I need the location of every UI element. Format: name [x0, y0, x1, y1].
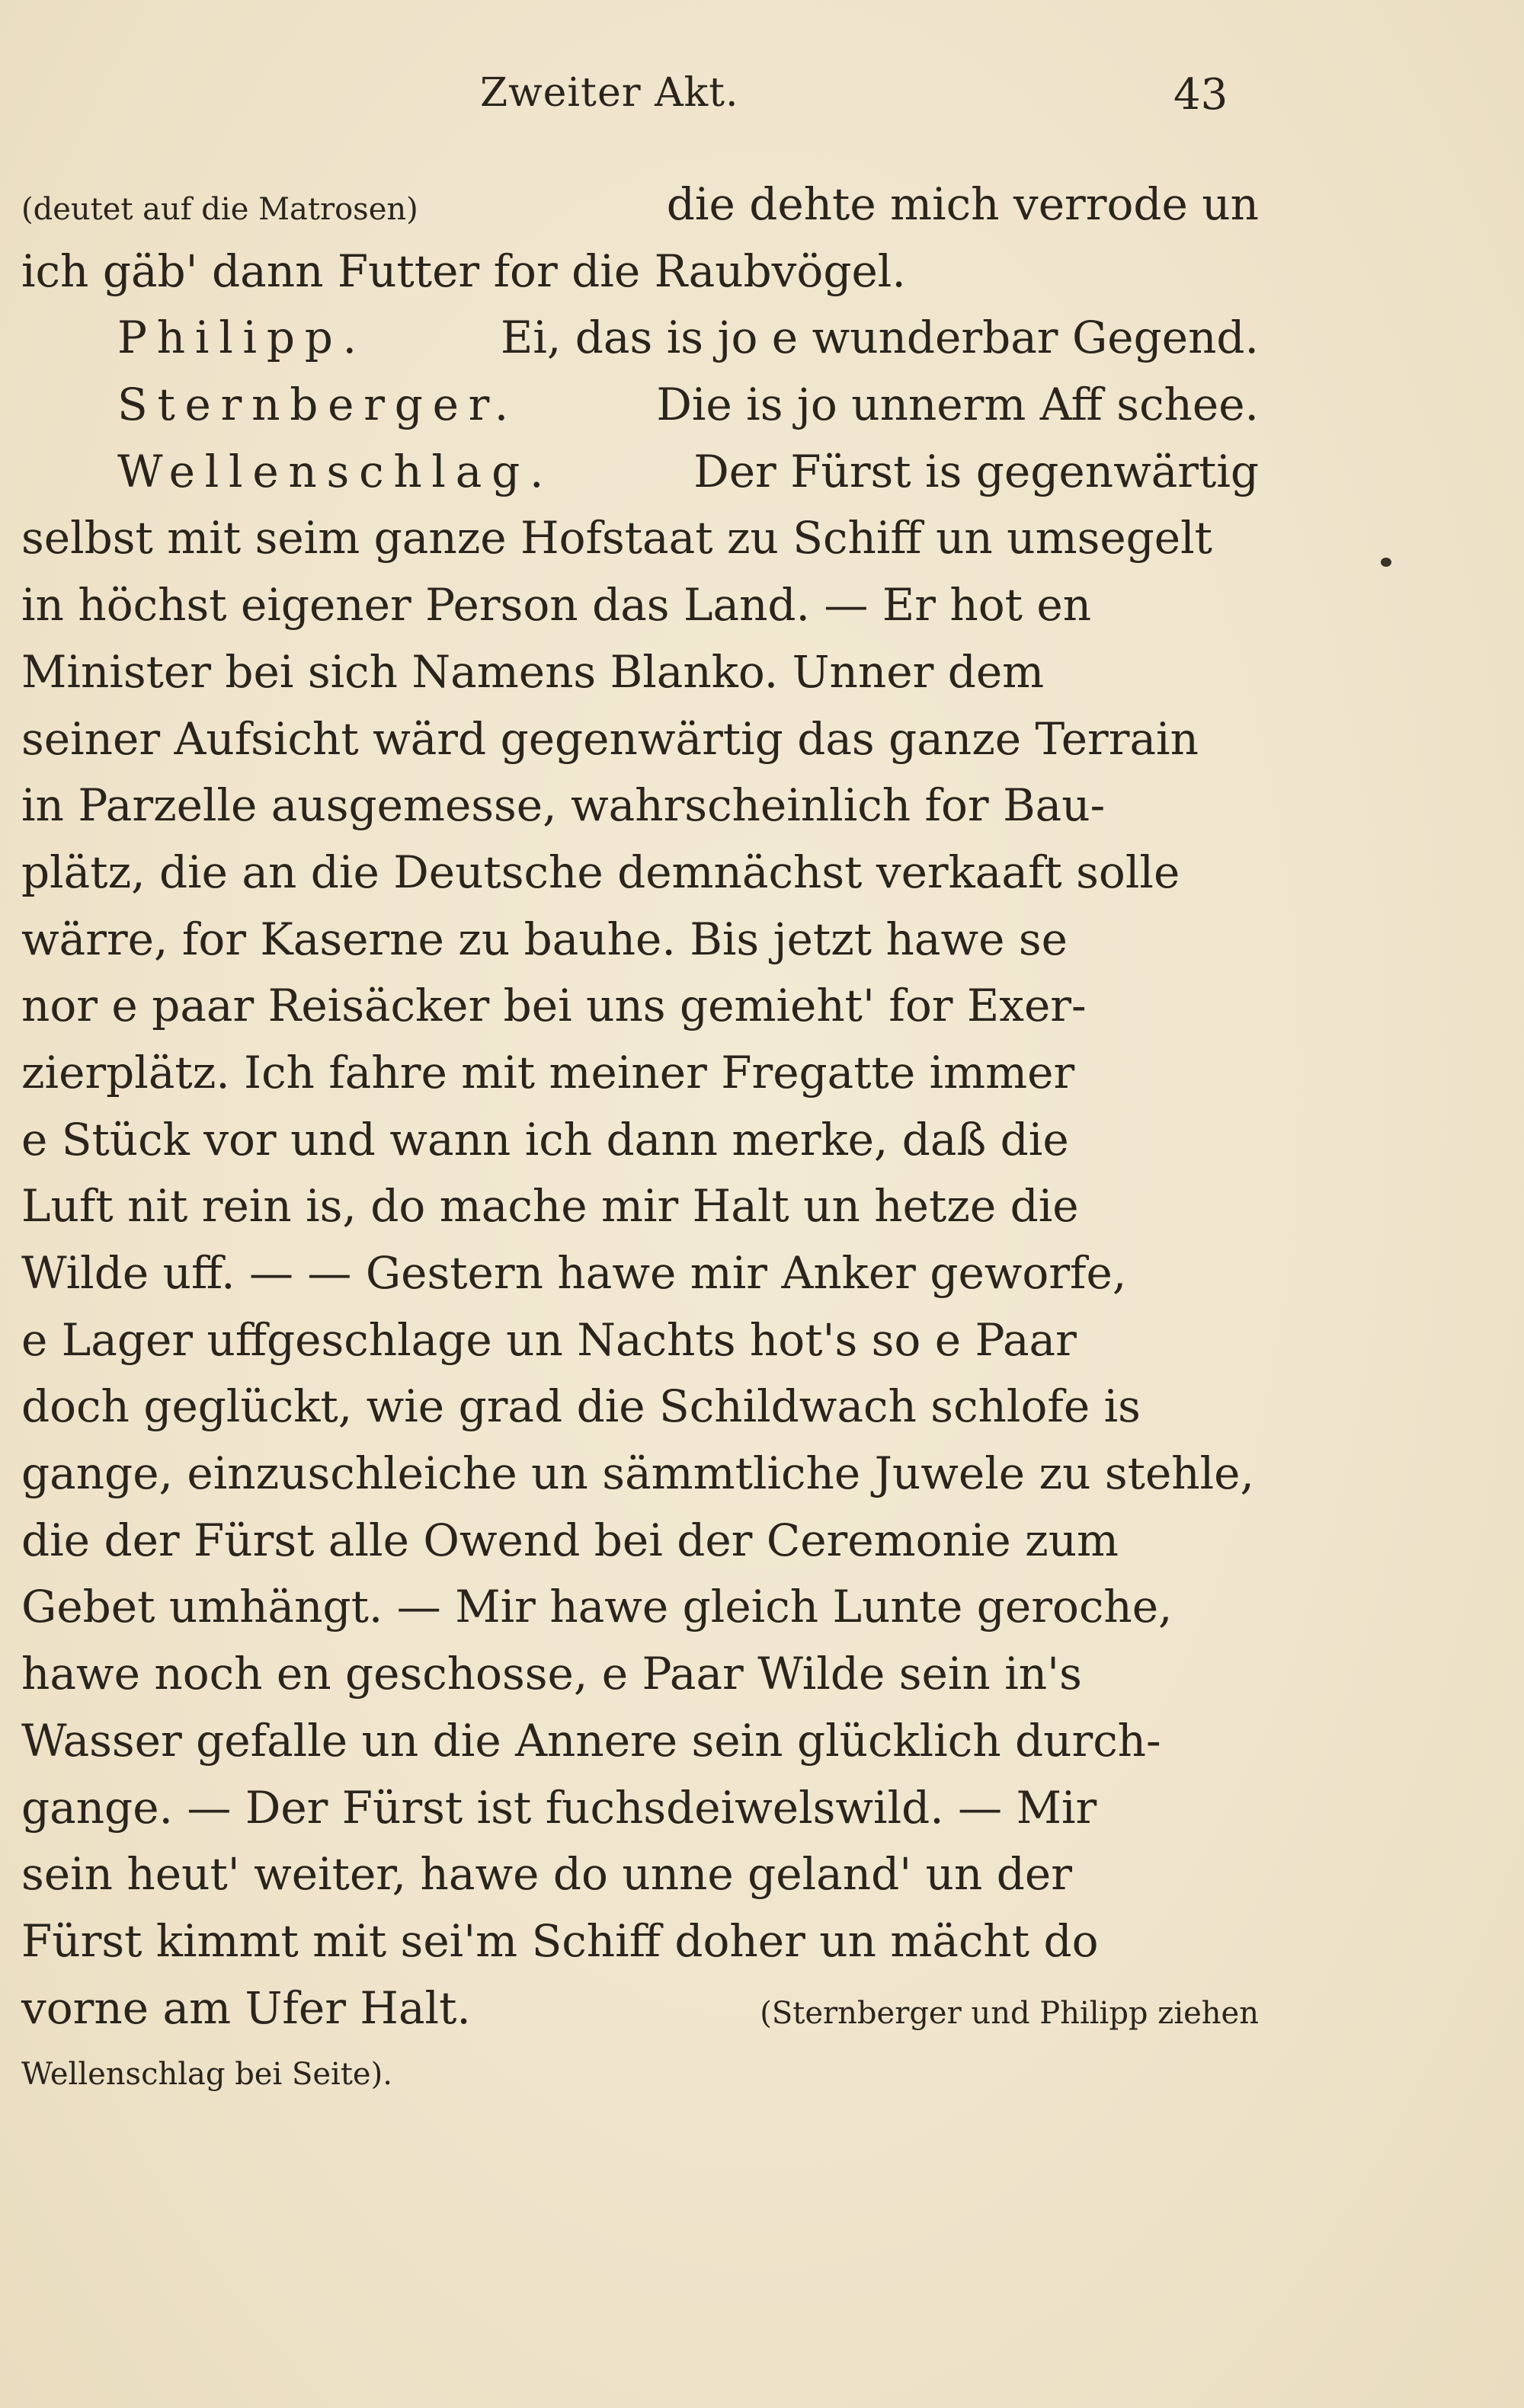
- text-line: [21, 572, 1259, 639]
- text-line: [21, 1173, 1259, 1240]
- print-speck: [1381, 558, 1391, 567]
- line-text: Fürst kimmt mit sei'm Schiff doher un mächt do: [21, 1914, 1099, 1967]
- line-text: hawe noch en geschosse, e Paar Wilde sein in's: [21, 1648, 1082, 1700]
- line-text: in höchst eigener Person das Land. — Er hot en: [21, 579, 1092, 632]
- line-text: Minister bei sich Namens Blanko. Unner dem: [21, 645, 1045, 698]
- text-line: [21, 1908, 1259, 1975]
- text-line: [21, 372, 1259, 439]
- line-text: gange. — Der Fürst ist fuchsdeiwelswild. — Mir: [21, 1781, 1097, 1834]
- page-number: 43: [1173, 70, 1228, 120]
- text-line: [21, 1441, 1259, 1508]
- text-line: [21, 1775, 1259, 1842]
- body-text: [21, 171, 1259, 2109]
- line-text: ich gäb' dann Futter for die Raubvögel.: [21, 245, 906, 297]
- text-line: [21, 1307, 1259, 1374]
- speaker-name: Wellenschlag.: [117, 445, 554, 497]
- line-text: selbst mit seim ganze Hofstaat zu Schiff un umsegelt: [21, 512, 1212, 564]
- line-text: Die is jo unnerm Aff schee.: [656, 379, 1259, 431]
- text-line: [21, 1240, 1259, 1307]
- text-line: [21, 1975, 1259, 2042]
- text-line: [21, 1708, 1259, 1775]
- line-text: plätz, die an die Deutsche demnächst verkaaft solle: [21, 846, 1180, 898]
- text-line: [21, 505, 1259, 572]
- line-text: wärre, for Kaserne zu bauhe. Bis jetzt hawe se: [21, 913, 1068, 965]
- speaker-name: Sternberger.: [117, 379, 518, 431]
- text-line: [21, 1508, 1259, 1575]
- text-line: [21, 1040, 1259, 1107]
- line-text: e Stück vor und wann ich dann merke, daß die: [21, 1113, 1069, 1166]
- text-line: [21, 171, 1259, 238]
- running-head: Zweiter Akt.: [480, 70, 739, 116]
- stage-direction: Wellenschlag bei Seite).: [21, 2057, 392, 2093]
- text-line: [21, 1841, 1259, 1908]
- text-line: [21, 1107, 1259, 1174]
- stage-direction: (deutet auf die Matrosen): [21, 192, 418, 227]
- line-text: die der Fürst alle Owend bei der Ceremonie zum: [21, 1514, 1119, 1566]
- text-line: [21, 973, 1259, 1040]
- line-text: gange, einzuschleiche un sämmtliche Juwele zu stehle,: [21, 1447, 1254, 1500]
- line-text: vorne am Ufer Halt.: [21, 1981, 471, 2034]
- line-text: seiner Aufsicht wärd gegenwärtig das ganze Terrain: [21, 712, 1199, 765]
- text-line: [21, 439, 1259, 506]
- text-line: [21, 907, 1259, 974]
- line-text: e Lager uffgeschlage un Nachts hot's so e Paar: [21, 1313, 1077, 1366]
- line-text: nor e paar Reisäcker bei uns gemieht' for Exer-: [21, 980, 1087, 1032]
- text-line: [21, 1574, 1259, 1641]
- speaker-name: Philipp.: [117, 312, 367, 364]
- line-text: doch geglückt, wie grad die Schildwach schlofe is: [21, 1380, 1141, 1433]
- text-line: [21, 238, 1259, 305]
- text-line: [21, 305, 1259, 372]
- text-line: [21, 639, 1259, 706]
- text-line: [21, 706, 1259, 773]
- text-line: [21, 839, 1259, 907]
- line-text: Luft nit rein is, do mache mir Halt un hetze die: [21, 1180, 1079, 1233]
- line-text: sein heut' weiter, hawe do unne geland' un der: [21, 1848, 1072, 1901]
- line-text: Gebet umhängt. — Mir hawe gleich Lunte geroche,: [21, 1581, 1173, 1633]
- line-text: Ei, das is jo e wunderbar Gegend.: [501, 312, 1259, 364]
- line-text: Wasser gefalle un die Annere sein glücklich durch-: [21, 1714, 1161, 1767]
- line-text: zierplätz. Ich fahre mit meiner Fregatte immer: [21, 1046, 1075, 1098]
- line-text: Wilde uff. — — Gestern hawe mir Anker geworfe,: [21, 1247, 1127, 1299]
- text-line: [21, 772, 1259, 839]
- text-line: [21, 2042, 1259, 2109]
- line-text: Der Fürst is gegenwärtig: [693, 445, 1259, 497]
- line-text: in Parzelle ausgemesse, wahrscheinlich for Bau-: [21, 779, 1106, 832]
- text-line: [21, 1373, 1259, 1441]
- stage-direction: (Sternberger und Philipp ziehen: [760, 1995, 1259, 2031]
- line-text: die dehte mich verrode un: [666, 178, 1259, 230]
- text-line: [21, 1641, 1259, 1708]
